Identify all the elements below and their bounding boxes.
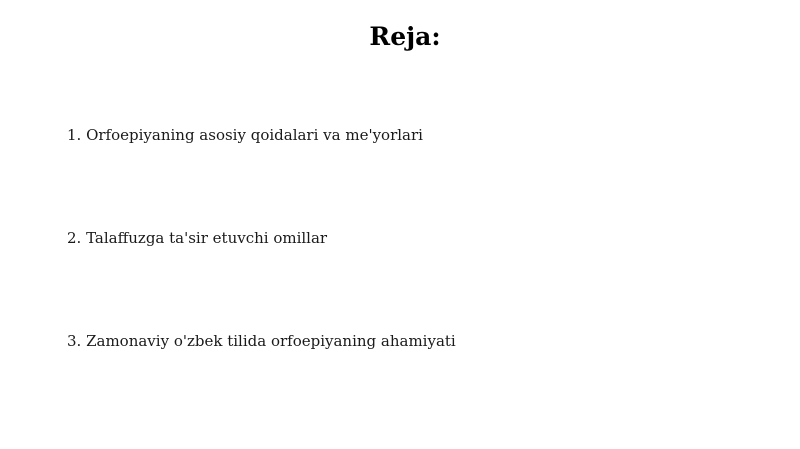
slide-title: Reja: bbox=[369, 22, 441, 51]
plan-item-1: 1. Orfoepiyaning asosiy qoidalari va me'yorlari bbox=[67, 126, 423, 144]
plan-item-3: 3. Zamonaviy o'zbek tilida orfoepiyaning ahamiyati bbox=[67, 332, 456, 350]
plan-item-2: 2. Talaffuzga ta'sir etuvchi omillar bbox=[67, 229, 328, 247]
